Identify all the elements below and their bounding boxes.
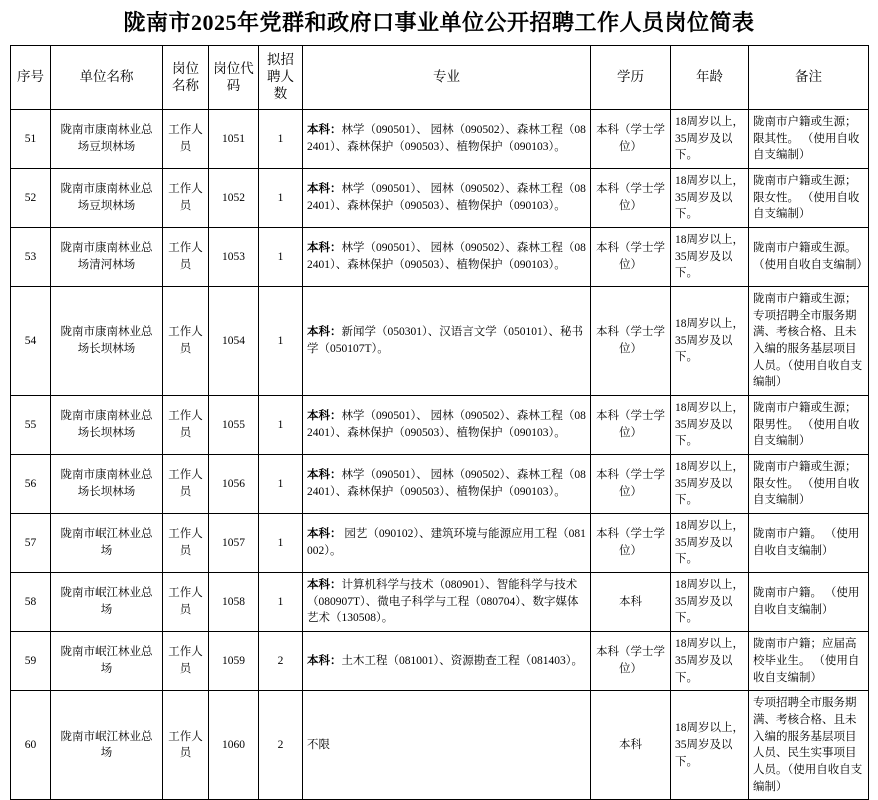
cell-major [303,287,591,396]
cell-age: 18周岁以上，35周岁及以下。 [671,691,749,800]
cell-edu: 本科 [591,573,671,632]
cell-age: 18周岁以上，35周岁及以下。 [671,169,749,228]
cell-edu: 本科 [591,691,671,800]
cell-num: 1 [259,287,303,396]
table-header [11,46,869,110]
cell-age: 18周岁以上，35周岁及以下。 [671,396,749,455]
cell-num: 1 [259,169,303,228]
cell-remark: 陇南市户籍；应届高校毕业生。 （使用自收自支编制） [749,632,869,691]
cell-code: 1054 [209,287,259,396]
cell-post: 工作人员 [163,110,209,169]
major-degree-label: 本科： [307,242,342,255]
major-list: 林学（090501）、 园林（090502）、森林工程（082401）、森林保护（090503）、植物保护（090103）。 [307,410,586,440]
column-header-post: 岗位名称 [163,46,209,110]
cell-unit: 陇南市岷江林业总场 [51,691,163,800]
cell-unit: 陇南市岷江林业总场 [51,514,163,573]
cell-code: 1059 [209,632,259,691]
cell-num: 1 [259,573,303,632]
major-degree-label: 本科： [307,528,342,541]
cell-num: 1 [259,396,303,455]
table-row [11,396,869,455]
cell-code: 1056 [209,455,259,514]
cell-code: 1051 [209,110,259,169]
major-list: 林学（090501）、 园林（090502）、森林工程（082401）、森林保护（090503）、植物保护（090103）。 [307,242,586,272]
major-list: 林学（090501）、 园林（090502）、森林工程（082401）、森林保护（090503）、植物保护（090103）。 [307,124,586,154]
cell-no: 55 [11,396,51,455]
cell-post: 工作人员 [163,573,209,632]
page-title: 陇南市2025年党群和政府口事业单位公开招聘工作人员岗位简表 [123,10,755,35]
cell-major [303,228,591,287]
cell-no: 51 [11,110,51,169]
cell-post: 工作人员 [163,287,209,396]
cell-num: 1 [259,455,303,514]
cell-unit: 陇南市岷江林业总场 [51,632,163,691]
cell-post: 工作人员 [163,396,209,455]
cell-post: 工作人员 [163,228,209,287]
table-row [11,228,869,287]
cell-major [303,396,591,455]
cell-code: 1060 [209,691,259,800]
cell-edu: 本科（学士学位） [591,632,671,691]
column-header-edu: 学历 [591,46,671,110]
cell-edu: 本科（学士学位） [591,396,671,455]
cell-remark: 陇南市户籍。 （使用自收自支编制） [749,514,869,573]
cell-no: 52 [11,169,51,228]
cell-edu: 本科（学士学位） [591,169,671,228]
cell-no: 60 [11,691,51,800]
cell-age: 18周岁以上，35周岁及以下。 [671,287,749,396]
cell-age: 18周岁以上，35周岁及以下。 [671,110,749,169]
cell-code: 1055 [209,396,259,455]
cell-unit: 陇南市康南林业总场长坝林场 [51,455,163,514]
cell-num: 1 [259,110,303,169]
major-degree-label: 本科： [307,183,342,196]
major-degree-label: 本科： [307,326,342,339]
cell-code: 1053 [209,228,259,287]
cell-major [303,110,591,169]
column-header-age: 年龄 [671,46,749,110]
cell-major [303,455,591,514]
column-header-remark: 备注 [749,46,869,110]
table-row [11,287,869,396]
cell-post: 工作人员 [163,514,209,573]
column-header-num: 拟招聘人数 [259,46,303,110]
column-header-no: 序号 [11,46,51,110]
column-header-major: 专业 [303,46,591,110]
cell-code: 1058 [209,573,259,632]
cell-remark: 陇南市户籍或生源；限女性。 （使用自收自支编制） [749,169,869,228]
cell-no: 59 [11,632,51,691]
major-degree-label: 本科： [307,469,342,482]
cell-unit: 陇南市岷江林业总场 [51,573,163,632]
cell-unit: 陇南市康南林业总场豆坝林场 [51,110,163,169]
cell-remark: 陇南市户籍或生源；专项招聘全市服务期满、考核合格、且未入编的服务基层项目人员。（使用自收自支编制） [749,287,869,396]
cell-major [303,514,591,573]
major-list: 林学（090501）、 园林（090502）、森林工程（082401）、森林保护（090503）、植物保护（090103）。 [307,183,586,213]
cell-no: 57 [11,514,51,573]
column-header-code: 岗位代码 [209,46,259,110]
cell-unit: 陇南市康南林业总场清河林场 [51,228,163,287]
cell-major [303,691,591,800]
cell-post: 工作人员 [163,691,209,800]
jobs-table [10,45,869,800]
cell-no: 53 [11,228,51,287]
major-list: 计算机科学与技术（080901）、智能科学与技术（080907T）、微电子科学与工程（080704）、数字媒体艺术（130508）。 [307,579,579,625]
cell-no: 58 [11,573,51,632]
cell-major [303,169,591,228]
cell-num: 1 [259,514,303,573]
major-degree-label: 本科： [307,579,342,592]
cell-age: 18周岁以上，35周岁及以下。 [671,455,749,514]
cell-unit: 陇南市康南林业总场长坝林场 [51,396,163,455]
cell-no: 56 [11,455,51,514]
table-row [11,632,869,691]
cell-edu: 本科（学士学位） [591,228,671,287]
cell-no: 54 [11,287,51,396]
cell-post: 工作人员 [163,169,209,228]
column-header-unit: 单位名称 [51,46,163,110]
cell-edu: 本科（学士学位） [591,514,671,573]
cell-edu: 本科（学士学位） [591,110,671,169]
table-row [11,573,869,632]
major-degree-label: 本科： [307,654,342,667]
major-degree-label: 本科： [307,410,342,423]
major-degree-label: 本科： [307,124,342,137]
cell-edu: 本科（学士学位） [591,287,671,396]
cell-unit: 陇南市康南林业总场长坝林场 [51,287,163,396]
cell-num: 1 [259,228,303,287]
cell-age: 18周岁以上，35周岁及以下。 [671,632,749,691]
cell-major [303,632,591,691]
cell-remark: 陇南市户籍或生源；限其性。 （使用自收自支编制） [749,110,869,169]
table-row [11,455,869,514]
cell-remark: 专项招聘全市服务期满、考核合格、且未入编的服务基层项目人员、民生实事项目人员。（使用自收自支编制） [749,691,869,800]
cell-post: 工作人员 [163,632,209,691]
cell-age: 18周岁以上，35周岁及以下。 [671,514,749,573]
table-row [11,110,869,169]
cell-major [303,573,591,632]
cell-remark: 陇南市户籍或生源。 （使用自收自支编制） [749,228,869,287]
cell-num: 2 [259,632,303,691]
major-list: 新闻学（050301）、汉语言文学（050101）、秘书学（050107T）。 [307,326,583,356]
cell-age: 18周岁以上，35周岁及以下。 [671,573,749,632]
cell-code: 1057 [209,514,259,573]
cell-remark: 陇南市户籍或生源；限女性。 （使用自收自支编制） [749,455,869,514]
cell-remark: 陇南市户籍。 （使用自收自支编制） [749,573,869,632]
major-list: 不限 [307,738,330,751]
cell-num: 2 [259,691,303,800]
cell-unit: 陇南市康南林业总场豆坝林场 [51,169,163,228]
table-row [11,169,869,228]
cell-edu: 本科（学士学位） [591,455,671,514]
table-header-row [11,46,869,110]
major-list: 林学（090501）、 园林（090502）、森林工程（082401）、森林保护（090503）、植物保护（090103）。 [307,469,586,499]
major-list: 土木工程（081001）、资源勘查工程（081403）。 [341,654,583,667]
table-body [11,110,869,800]
cell-post: 工作人员 [163,455,209,514]
cell-age: 18周岁以上，35周岁及以下。 [671,228,749,287]
cell-remark: 陇南市户籍或生源；限男性。 （使用自收自支编制） [749,396,869,455]
table-row [11,691,869,800]
table-row [11,514,869,573]
cell-code: 1052 [209,169,259,228]
major-list: 园艺（090102）、建筑环境与能源应用工程（081002）。 [307,528,586,558]
